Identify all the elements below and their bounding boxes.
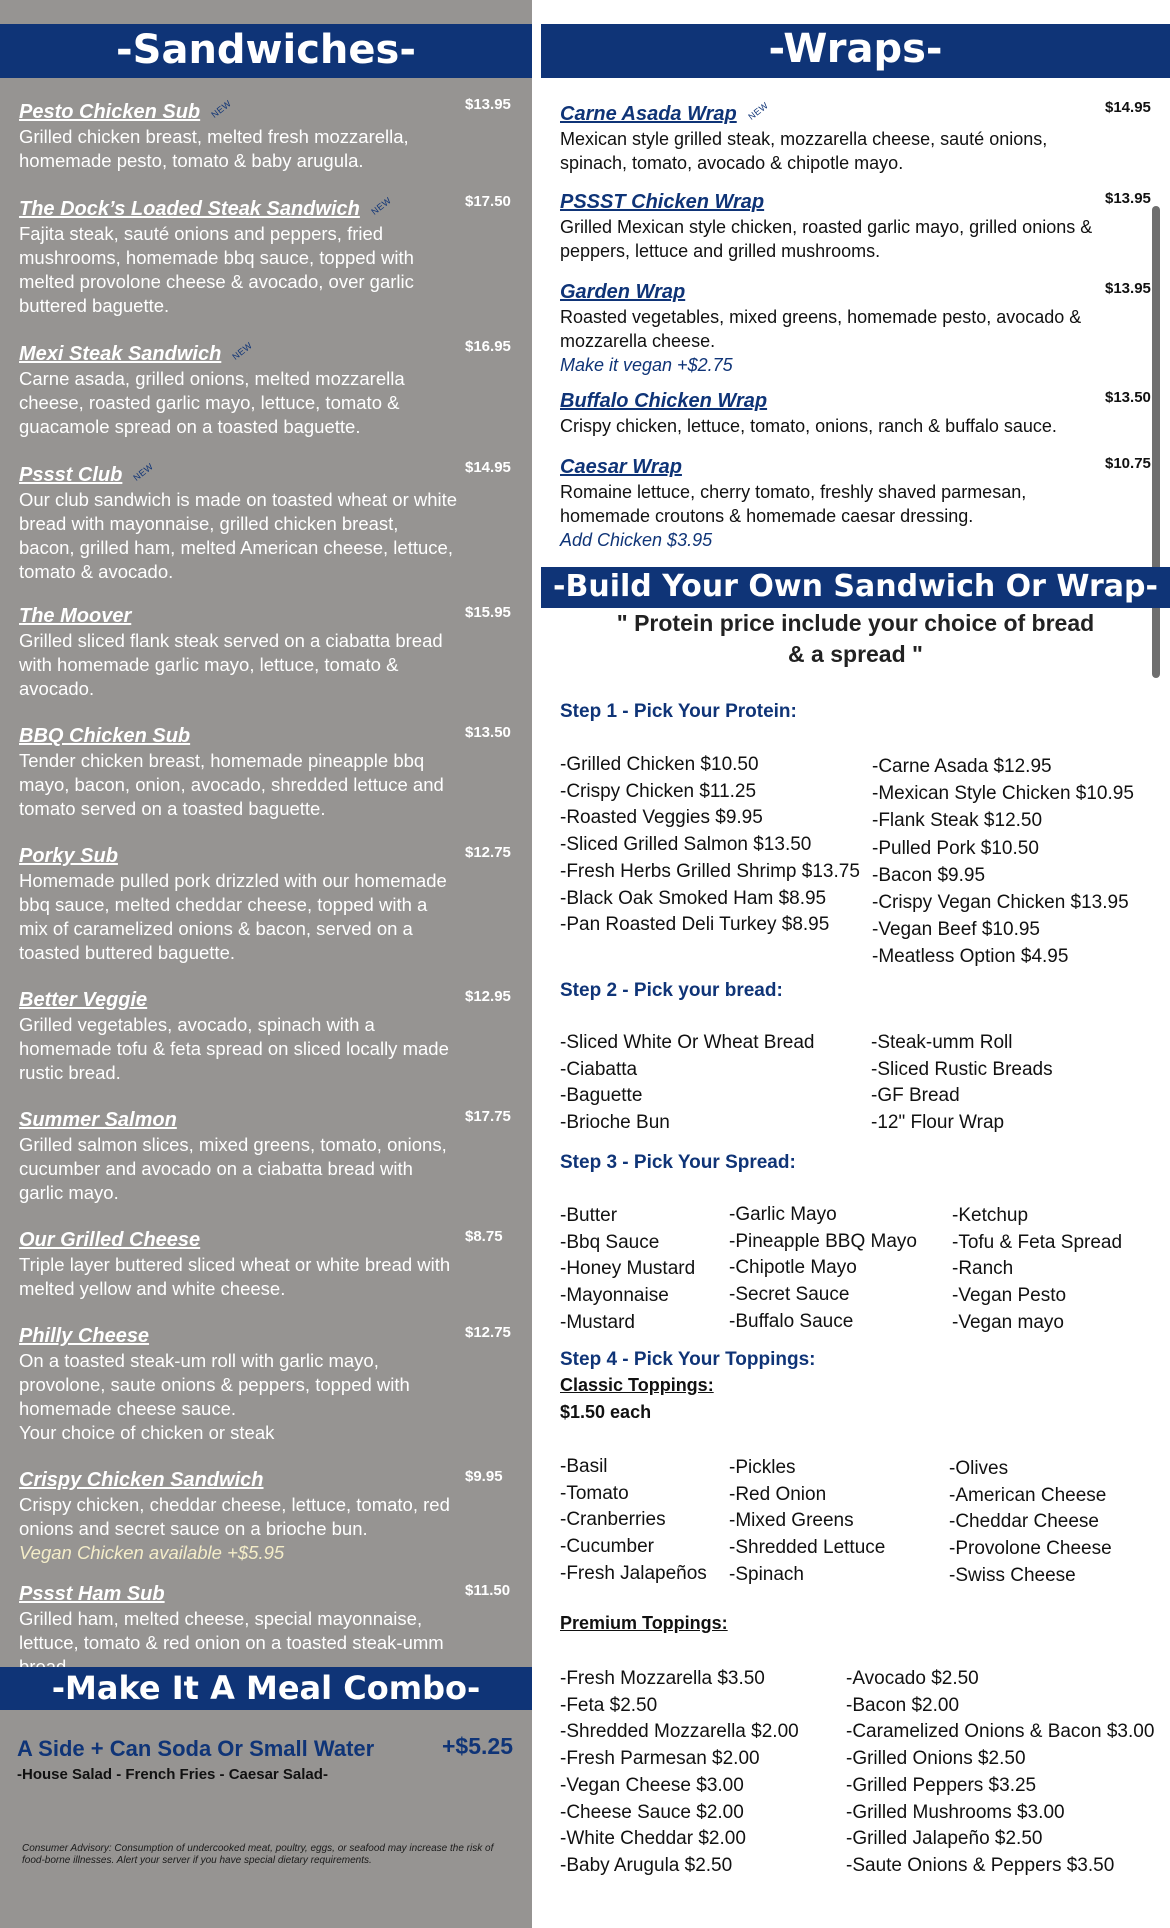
menu-item (560, 455, 1100, 552)
item-name: The Moover (19, 605, 132, 627)
item-note: Your choice of chicken or steak (19, 1422, 275, 1443)
meal-combo-line: A Side + Can Soda Or Small Water (17, 1736, 375, 1761)
item-price: $11.50 (465, 1582, 511, 1599)
list-item: -Vegan Beef $10.95 (872, 919, 1040, 941)
item-name: Buffalo Chicken Wrap (560, 390, 768, 412)
item-description: Grilled salmon slices, mixed greens, tomato, onions, cucumber and avocado on a ciabatta bread with garlic mayo. (19, 1134, 447, 1203)
item-description: Tender chicken breast, homemade pineapple bbq mayo, bacon, onion, avocado, shredded lettuce and tomato served on a toasted baguette. (19, 750, 444, 819)
list-item: -Pineapple BBQ Mayo (729, 1230, 917, 1252)
list-item: -Grilled Jalapeño $2.50 (846, 1828, 1043, 1850)
item-price: $9.95 (465, 1468, 503, 1485)
new-badge: NEW (209, 98, 234, 120)
menu-item (560, 389, 1100, 438)
item-name: Our Grilled Cheese (19, 1229, 201, 1251)
item-description: On a toasted steak-um roll with garlic mayo, provolone, saute onions & peppers, topped with homemade cheese sauce. (19, 1350, 410, 1419)
item-description: Crispy chicken, cheddar cheese, lettuce, tomato, red onions and secret sauce on a brioche bun. (19, 1494, 450, 1539)
item-price: $12.75 (465, 1324, 511, 1341)
list-item: -Sliced White Or Wheat Bread (560, 1032, 815, 1053)
list-item: -Provolone Cheese (949, 1538, 1112, 1560)
item-name: BBQ Chicken Sub (19, 725, 191, 747)
list-item: -Steak-umm Roll (871, 1032, 1013, 1053)
list-item: -Crispy Chicken $11.25 (560, 780, 757, 802)
list-item: -Red Onion (729, 1483, 827, 1505)
premium-col2 (846, 1666, 1154, 1880)
menu-item (19, 460, 459, 584)
list-item: -12" Flour Wrap (871, 1112, 1005, 1134)
list-item: -Shredded Mozzarella $2.00 (560, 1721, 799, 1743)
list-item: -Roasted Veggies $9.95 (560, 807, 763, 829)
item-description: Grilled sliced flank steak served on a ciabatta bread with homemade garlic mayo, lettuce, tomato & avocado. (19, 630, 443, 699)
item-name: Pesto Chicken Sub (19, 101, 201, 123)
list-item: -Cheddar Cheese (949, 1511, 1099, 1533)
item-price: $8.75 (465, 1228, 503, 1245)
new-badge: NEW (131, 461, 156, 483)
new-badge: NEW (746, 100, 770, 122)
menu-item (19, 1468, 459, 1565)
list-item: -Pan Roasted Deli Turkey $8.95 (560, 914, 830, 936)
list-item: -Bbq Sauce (560, 1231, 660, 1253)
list-item: -American Cheese (949, 1484, 1107, 1506)
list-item: -Mustard (560, 1311, 635, 1333)
list-item: -Chipotle Mayo (729, 1257, 857, 1279)
new-badge: NEW (230, 340, 255, 362)
meal-combo-sides: -House Salad - French Fries - Caesar Salad- (17, 1766, 328, 1783)
item-description: Grilled Mexican style chicken, roasted garlic mayo, grilled onions & peppers, lettuce and grilled mushrooms. (560, 217, 1093, 261)
menu-item (19, 1582, 459, 1679)
list-item: -Grilled Peppers $3.25 (846, 1774, 1037, 1796)
classic-col1 (560, 1454, 707, 1588)
step1-col1 (560, 752, 860, 939)
item-name: Garden Wrap (560, 281, 686, 303)
wraps-title: -Wraps- (541, 24, 1170, 78)
list-item: -Carne Asada $12.95 (872, 756, 1052, 777)
list-item: -Bacon $2.00 (846, 1694, 960, 1716)
list-item: -Butter (560, 1205, 618, 1226)
item-price: $12.75 (465, 844, 511, 861)
classic-toppings-price: $1.50 each (560, 1402, 652, 1422)
list-item: -Pickles (729, 1457, 796, 1478)
menu-item (19, 1228, 459, 1301)
item-name: Mexi Steak Sandwich (19, 343, 222, 365)
list-item: -Garlic Mayo (729, 1204, 837, 1225)
item-price: $16.95 (465, 338, 511, 355)
item-description: Grilled chicken breast, melted fresh mozzarella, homemade pesto, tomato & baby arugula. (19, 126, 409, 171)
item-description: Carne asada, grilled onions, melted mozzarella cheese, roasted garlic mayo, lettuce, tomato & guacamole spread on a toasted baguette. (19, 368, 405, 437)
list-item: -Black Oak Smoked Ham $8.95 (560, 887, 827, 909)
menu-item (19, 194, 459, 318)
byo-subtitle-line1: " Protein price include your choice of bread (616, 610, 1095, 636)
menu-item (19, 339, 459, 439)
list-item: -Cranberries (560, 1509, 666, 1531)
list-item: -Cucumber (560, 1536, 654, 1558)
item-description: Grilled vegetables, avocado, spinach with a homemade tofu & feta spread on sliced locally made rustic bread. (19, 1014, 449, 1083)
menu-item (19, 988, 459, 1085)
step3-title: Step 3 - Pick Your Spread: (560, 1152, 796, 1173)
list-item: -Olives (949, 1458, 1009, 1479)
premium-toppings-label (560, 1613, 728, 1634)
step2-col2 (871, 1030, 1053, 1137)
list-item: -Fresh Herbs Grilled Shrimp $13.75 (560, 860, 860, 882)
list-item: -Baby Arugula $2.50 (560, 1854, 733, 1876)
menu-item (19, 604, 459, 701)
list-item: -Spinach (729, 1563, 804, 1585)
item-name: Crispy Chicken Sandwich (19, 1469, 264, 1491)
meal-combo-title: -Make It A Meal Combo- (0, 1667, 532, 1710)
step3-col2 (729, 1202, 917, 1336)
item-name: Carne Asada Wrap (560, 103, 737, 125)
menu-item (19, 1108, 459, 1205)
item-price: $13.95 (465, 96, 511, 113)
list-item: -Vegan Cheese $3.00 (560, 1774, 744, 1796)
list-item: -Sliced Rustic Breads (871, 1058, 1053, 1080)
list-item: -Saute Onions & Peppers $3.50 (846, 1854, 1115, 1876)
item-description: Grilled ham, melted cheese, special mayonnaise, lettuce, tomato & red onion on a toasted steak-umm (19, 1608, 444, 1653)
item-name: Summer Salmon (19, 1109, 177, 1131)
list-item: -Ranch (952, 1258, 1014, 1280)
list-item: -Fresh Mozzarella $3.50 (560, 1668, 765, 1689)
classic-col3 (949, 1456, 1112, 1590)
item-description: Roasted vegetables, mixed greens, homemade pesto, avocado & mozzarella cheese. (560, 307, 1082, 351)
list-item: -Shredded Lettuce (729, 1537, 886, 1559)
list-item: -Pulled Pork $10.50 (872, 837, 1039, 859)
classic-toppings-label (560, 1375, 714, 1396)
menu-item (560, 280, 1100, 377)
list-item: -Vegan mayo (952, 1311, 1064, 1333)
item-price: $17.75 (465, 1108, 511, 1125)
item-price: $12.95 (465, 988, 511, 1005)
list-item: -Mixed Greens (729, 1510, 854, 1532)
item-name: Pssst Ham Sub (19, 1583, 165, 1605)
step2-title: Step 2 - Pick your bread: (560, 980, 783, 1001)
item-price: $14.95 (465, 459, 511, 476)
item-name: Porky Sub (19, 845, 118, 867)
meal-combo-price: +$5.25 (442, 1733, 513, 1759)
step3-col1 (560, 1203, 695, 1337)
byo-title: -Build Your Own Sandwich Or Wrap- (541, 567, 1170, 608)
list-item: -Sliced Grilled Salmon $13.50 (560, 834, 812, 856)
item-price: $10.75 (1105, 455, 1151, 472)
list-item: -Ciabatta (560, 1058, 638, 1080)
premium-toppings-label-text: Premium Toppings: (560, 1613, 728, 1633)
item-name: Better Veggie (19, 989, 148, 1011)
menu-item (19, 724, 459, 821)
item-name: Pssst Club (19, 464, 123, 486)
classic-toppings-label-text: Classic Toppings: (560, 1375, 714, 1395)
list-item: -White Cheddar $2.00 (560, 1828, 746, 1850)
item-description: Fajita steak, sauté onions and peppers, fried mushrooms, homemade bbq sauce, topped with melted provolone cheese & avocado, over garlic buttered baguette. (19, 223, 414, 316)
menu-item (560, 190, 1100, 263)
list-item: -Grilled Mushrooms $3.00 (846, 1801, 1065, 1823)
list-item: -Basil (560, 1456, 608, 1477)
list-item: -Grilled Chicken $10.50 (560, 754, 759, 775)
step4-title: Step 4 - Pick Your Toppings: (560, 1349, 816, 1370)
item-description: Romaine lettuce, cherry tomato, freshly shaved parmesan, homemade croutons & homemade caesar dressing. (560, 482, 1027, 526)
list-item: -Tomato (560, 1482, 629, 1504)
item-price: $17.50 (465, 193, 511, 210)
list-item: -Vegan Pesto (952, 1285, 1067, 1307)
menu-item (19, 844, 459, 965)
item-description: Homemade pulled pork drizzled with our homemade bbq sauce, melted cheddar cheese, topped with a mix of caramelized onions & bacon, served on a toasted buttered baguette. (19, 870, 447, 963)
byo-subtitle-line2: & a spread " (788, 641, 923, 667)
list-item: -Brioche Bun (560, 1112, 670, 1134)
list-item: -Buffalo Sauce (729, 1310, 854, 1332)
list-item: -Bacon $9.95 (872, 864, 986, 886)
step1-title: Step 1 - Pick Your Protein: (560, 701, 797, 722)
list-item: -Honey Mustard (560, 1258, 696, 1280)
list-item: -Crispy Vegan Chicken $13.95 (872, 892, 1129, 914)
list-item: -Tofu & Feta Spread (952, 1231, 1123, 1253)
sandwiches-title: -Sandwiches- (0, 24, 532, 78)
menu-item (19, 97, 459, 173)
item-price: $13.95 (1105, 190, 1151, 207)
list-item: -Baguette (560, 1085, 643, 1107)
menu-item (19, 1324, 459, 1445)
new-badge: NEW (369, 195, 394, 217)
list-item: -Ketchup (952, 1205, 1029, 1226)
item-name: Caesar Wrap (560, 456, 682, 478)
list-item: -Mexican Style Chicken $10.95 (872, 783, 1134, 805)
item-note: Add Chicken $3.95 (560, 530, 713, 550)
list-item: -Fresh Parmesan $2.00 (560, 1748, 760, 1770)
list-item: -Grilled Onions $2.50 (846, 1748, 1026, 1770)
premium-col1 (560, 1666, 799, 1880)
item-price: $13.50 (465, 724, 511, 741)
list-item: -Secret Sauce (729, 1284, 850, 1306)
list-item: -Cheese Sauce $2.00 (560, 1801, 744, 1823)
list-item: -GF Bread (871, 1085, 960, 1107)
item-name: The Dock’s Loaded Steak Sandwich (19, 198, 360, 220)
list-item: -Swiss Cheese (949, 1564, 1076, 1586)
menu-item (560, 99, 1100, 175)
item-description: Triple layer buttered sliced wheat or white bread with melted yellow and white cheese. (19, 1254, 451, 1299)
item-price: $14.95 (1105, 99, 1151, 116)
byo-subtitle (541, 608, 1170, 670)
list-item: -Avocado $2.50 (846, 1668, 979, 1689)
consumer-advisory: Consumer Advisory: Consumption of undercooked meat, poultry, eggs, or seafood may increase the risk of food-borne illnesses. Alert your server if you have special dietary requirements. (22, 1843, 494, 1866)
list-item: -Meatless Option $4.95 (872, 946, 1069, 968)
item-price: $13.50 (1105, 389, 1151, 406)
item-name: Philly Cheese (19, 1325, 150, 1347)
item-price: $15.95 (465, 604, 511, 621)
list-item: -Flank Steak $12.50 (872, 810, 1043, 832)
item-note: Make it vegan +$2.75 (560, 355, 733, 375)
list-item: -Mayonnaise (560, 1285, 669, 1307)
step3-col3 (952, 1203, 1122, 1337)
classic-col2 (729, 1455, 885, 1589)
item-name: PSSST Chicken Wrap (560, 191, 765, 213)
item-description: Mexican style grilled steak, mozzarella cheese, sauté onions, spinach, tomato, avocado & chipotle mayo. (560, 129, 1048, 173)
item-description: Crispy chicken, lettuce, tomato, onions, ranch & buffalo sauce. (560, 416, 1057, 436)
step2-col1 (560, 1030, 814, 1137)
step1-col2 (872, 753, 1134, 971)
list-item: -Feta $2.50 (560, 1694, 658, 1716)
list-item: -Caramelized Onions & Bacon $3.00 (846, 1721, 1155, 1743)
item-note: Vegan Chicken available +$5.95 (19, 1542, 285, 1563)
list-item: -Fresh Jalapeños (560, 1562, 707, 1584)
item-description: Our club sandwich is made on toasted wheat or white bread with mayonnaise, grilled chicken breast, bacon, grilled ham, melted American cheese, lettuce, tomato & avocado. (19, 489, 458, 582)
item-price: $13.95 (1105, 280, 1151, 297)
